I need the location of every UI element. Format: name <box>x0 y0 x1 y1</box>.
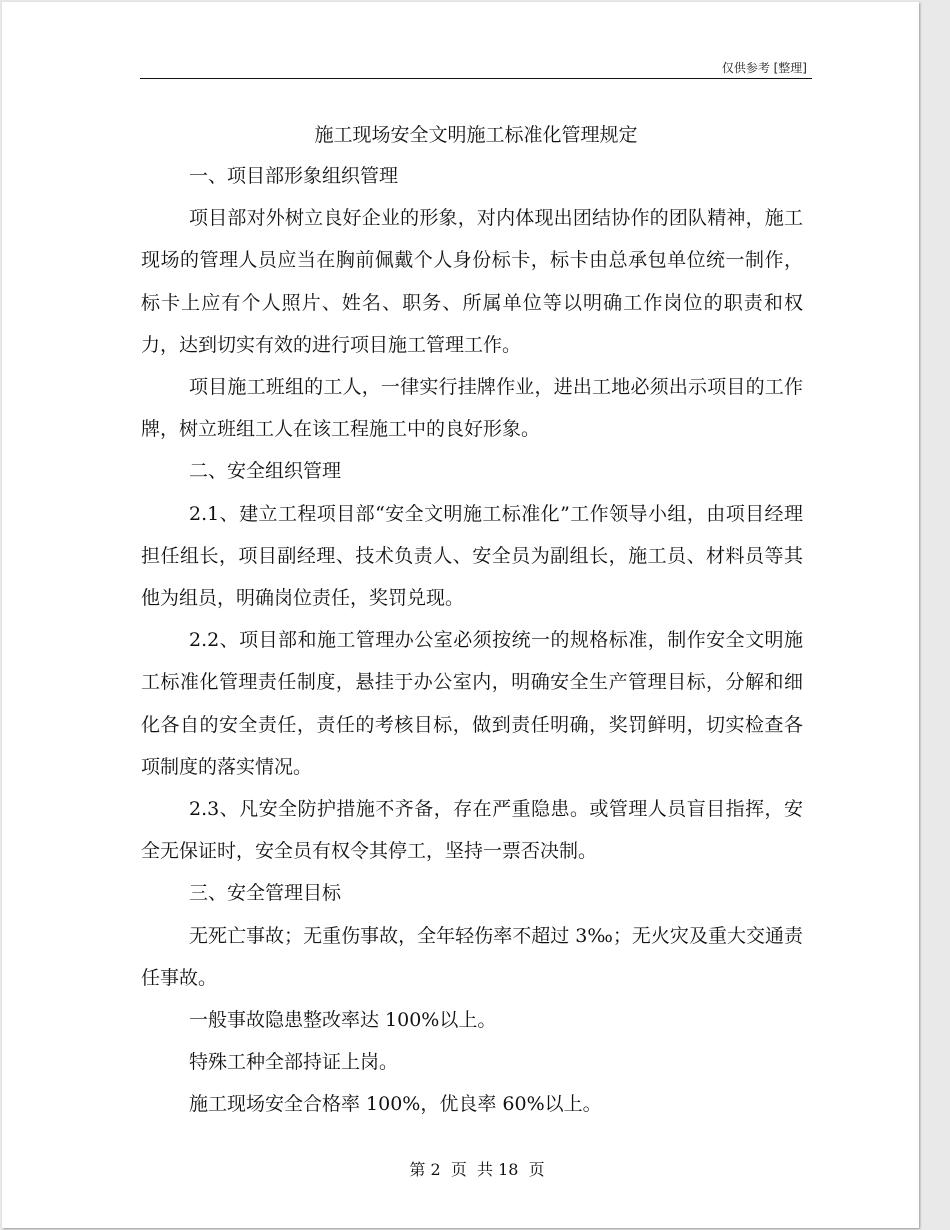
body-paragraph: 一般事故隐患整改率达 100%以上。 <box>189 1009 497 1032</box>
section-heading-2: 二、安全组织管理 <box>189 460 342 483</box>
body-paragraph: 2.1、建立工程项目部“安全文明施工标准化”工作领导小组，由项目经理担任组长，项目副经理、技术负责人、安全员为副组长，施工员、材料员等其他为组员，明确岗位责任，奖罚兑现。 <box>141 502 803 610</box>
body-paragraph: 2.3、凡安全防护措施不齐备，存在严重隐患。或管理人员盲目指挥，安全无保证时，安全员有权令其停工，坚持一票否决制。 <box>141 798 803 863</box>
body-paragraph: 无死亡事故；无重伤事故，全年轻伤率不超过 3‰；无火灾及重大交通责任事故。 <box>141 924 803 989</box>
section-heading-3: 三、安全管理目标 <box>189 882 342 905</box>
page-number-footer: 第 2 页 共 18 页 <box>409 1160 545 1179</box>
header-divider <box>140 78 812 79</box>
section-heading-1: 一、项目部形象组织管理 <box>189 165 399 187</box>
body-paragraph: 特殊工种全部持证上岗。 <box>189 1051 399 1074</box>
document-page <box>2 2 919 1228</box>
body-paragraph: 项目施工班组的工人，一律实行挂牌作业，进出工地必须出示项目的工作牌，树立班组工人在该工程施工中的良好形象。 <box>141 376 803 441</box>
body-paragraph: 2.2、项目部和施工管理办公室必须按统一的规格标准，制作安全文明施工标准化管理责任制度，悬挂于办公室内，明确安全生产管理目标，分解和细化各自的安全责任，责任的考核目标，做到责任明确，奖罚鲜明，切实检查各项制度的落实情况。 <box>141 629 803 778</box>
body-paragraph: 施工现场安全合格率 100%，优良率 60%以上。 <box>189 1093 602 1116</box>
document-body <box>141 155 803 1126</box>
header-note: 仅供参考 [整理] <box>721 61 807 75</box>
document-title: 施工现场安全文明施工标准化管理规定 <box>314 124 638 146</box>
body-paragraph: 项目部对外树立良好企业的形象，对内体现出团结协作的团队精神，施工现场的管理人员应当在胸前佩戴个人身份标卡，标卡由总承包单位统一制作，标卡上应有个人照片、姓名、职务、所属单位等以明确工作岗位的职责和权力，达到切实有效的进行项目施工管理工作。 <box>141 207 803 356</box>
